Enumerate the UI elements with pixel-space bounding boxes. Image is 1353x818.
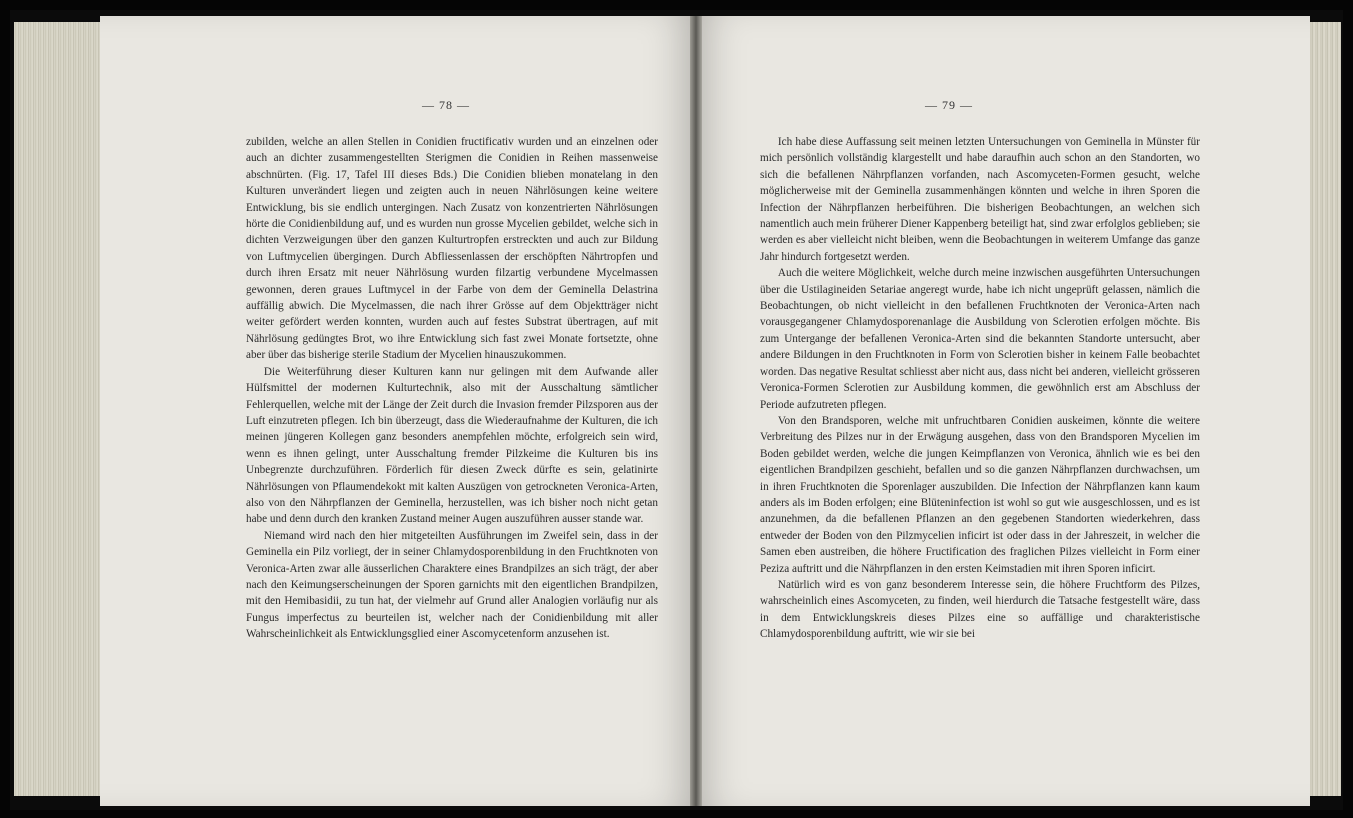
paragraph: Die Weiterführung dieser Kulturen kann nur gelingen mit dem Aufwande aller Hülfsmittel der modernen Kulturtechnik, also mit der Ausschaltung sämtlicher Fehlerquellen, welche mit der Länge der Zeit durch die Invasion fremder Pilzsporen aus der Luft einzutreten pflegen. Ich bin überzeugt, dass die Wiederaufnahme der Kulturen, die ich meinen jüngeren Kollegen ganz besonders anempfehlen möchte, erfolgreich sein wird, wenn es ihnen gelingt, unter Ausschaltung fremder Pilzkeime die Kulturen bis ins Unbegrenzte durchzuführen. Förderlich für diesen Zweck dürfte es sein, gelatinirte Nährlösungen von Pflaumendekokt mit kalten Auszügen von getrockneten Veronica-Arten, also von den Nährpflanzen der Geminella, herzustellen, was ich bisher noch nicht getan habe und denn durch den kranken Zustand meiner Augen auszuführen ausser stande war. (246, 365, 658, 526)
paragraph: Natürlich wird es von ganz besonderem Interesse sein, die höhere Fruchtform des Pilzes, wahrscheinlich eines Ascomyceten, zu finden, weil hierdurch die Tatsache festgestellt wäre, dass in dem Entwicklungskreis dieses Pilzes eine so auffällige und charakteristische Chlamydosporenbildung auftritt, wie wir sie bei (760, 578, 1200, 641)
page-number: — 79 — (925, 98, 973, 112)
paragraph: Niemand wird nach den hier mitgeteilten Ausführungen im Zweifel sein, dass in der Geminella ein Pilz vorliegt, der in seiner Chlamydosporenbildung in den Fruchtknoten von Veronica-Arten zwar alle äusserlichen Charaktere eines Brandpilzes an sich trägt, der aber nach den Keimungserscheinungen der Sporen garnichts mit den eigentlichen Brandpilzen, mit den Hemibasidii, zu tun hat, der vielmehr auf Grund aller Analogien vorläufig nur als Fungus imperfectus zu beurteilen ist, welcher nach der Conidienbildung mit aller Wahrscheinlichkeit als Entwicklungsglied einer Ascomycetenform anzusehen ist. (246, 529, 658, 641)
paragraph: zubilden, welche an allen Stellen in Conidien fructificativ wurden und an einzelnen oder auch an dichter zusammengestellten Sterigmen die Conidien in Reihen massenweise abschnürten. (Fig. 17, Tafel III dieses Bds.) Die Conidien blieben monatelang in den Kulturen unverändert liegen und zeigten auch in neuen Nährlösungen keine weitere Entwicklung, bis sie endlich untergingen. Nach Zusatz von konzentrierten Nährlösungen hörte die Conidienbildung auf, und es wurden nun grosse Mycelien gebildet, welche sich in dichten Verzweigungen über den ganzen Kulturtropfen erstreckten und auch zur Bildung von Luftmycelien übergingen. Durch Abfliessenlassen der erschöpften Nährtropfen und durch ihren Ersatz mit neuer Nährlösung wurden filzartig verbundene Mycelmassen gewonnen, deren graues Luftmycel in der Farbe von dem der Geminella Delastrina auffällig abwich. Die Mycelmassen, die nach ihrer Grösse auf dem Objektträger nicht weiter gefördert werden konnten, wurden auch auf festes Substrat übertragen, auf mit Nährlösung gedüngtes Brot, wo ihre Entwicklung sich fast zwei Monate fortsetzte, ohne aber über das bisherige sterile Stadium der Mycelien hinauszukommen. (246, 136, 658, 362)
right-page (695, 16, 1310, 806)
left-page (100, 16, 695, 806)
page-edges-right (1307, 22, 1341, 796)
page-text (246, 134, 658, 643)
page-text (760, 134, 1200, 643)
page-edges-left (14, 22, 104, 796)
page-number: — 78 — (422, 98, 470, 112)
book-gutter (690, 16, 702, 806)
paragraph: Ich habe diese Auffassung seit meinen letzten Untersuchungen von Geminella in Münster für mich persönlich vollständig klargestellt und habe daraufhin auch schon an den Standorten, wo sich die befallenen Nährpflanzen vorfanden, nach Ascomyceten-Formen gesucht, welche möglicherweise mit der Geminella zusammenhängen könnten und welche in ihren Sporen die Infection der Nährpflanzen herbeiführen. Die bisherigen Beobachtungen, an welchen sich namentlich auch mein früherer Diener Kappenberg beteiligt hat, sind zwar erfolglos geblieben; sie werden es aber vielleicht nicht bleiben, wenn die Beobachtungen in weiterem Umfange das ganze Jahr hindurch fortgesetzt werden. (760, 136, 1200, 263)
paragraph: Auch die weitere Möglichkeit, welche durch meine inzwischen ausgeführten Untersuchungen über die Ustilagineiden Setariae angeregt wurde, habe ich nicht ungeprüft gelassen, nämlich die Beobachtungen, ob nicht vielleicht in den befallenen Fruchtknoten der Veronica-Arten nach vorausgegangener Chlamydosporenanlage die Ausbildung von Sclerotien erfolgen möchte. Bis zum Untergange der befallenen Veronica-Arten sind die bekannten Standorte untersucht, aber andere Bildungen in den Fruchtknoten in Form von Sclerotien bisher in keinem Falle beobachtet worden. Das negative Resultat schliesst aber nicht aus, dass nicht bei anderen, vielleicht grösseren Veronica-Formen Sclerotien zur Ausbildung kommen, die gewöhnlich erst am Abschluss der Periode aufzutreten pflegen. (760, 267, 1200, 411)
paragraph: Von den Brandsporen, welche mit unfruchtbaren Conidien auskeimen, könnte die weitere Verbreitung des Pilzes nur in der Erwägung ausgehen, dass von den Brandsporen Mycelien im Boden gebildet werden, welche die jungen Keimpflanzen von Veronica, ähnlich wie es bei den eigentlichen Brandpilzen geschieht, befallen und so die ganzen Nährpflanzen durchwachsen, um in ihren Fruchtknoten die Sporenlager auszubilden. Die Infection der Nährpflanzen kann kaum anders als im Boden erfolgen; eine Blüteninfection ist wohl so gut wie ausgeschlossen, und es ist anzunehmen, da die befallenen Pflanzen an den gegebenen Standorten wiederkehren, dass entweder der Boden von den Pilzmycelien inficirt ist oder dass in der Jahreszeit, in welcher die Samen eben austreiben, die höhere Fructification des fraglichen Pilzes vielleicht in Form einer Peziza auftritt und die Nährpflanzen in den ersten Keimstadien mit ihren Sporen inficirt. (760, 414, 1200, 575)
